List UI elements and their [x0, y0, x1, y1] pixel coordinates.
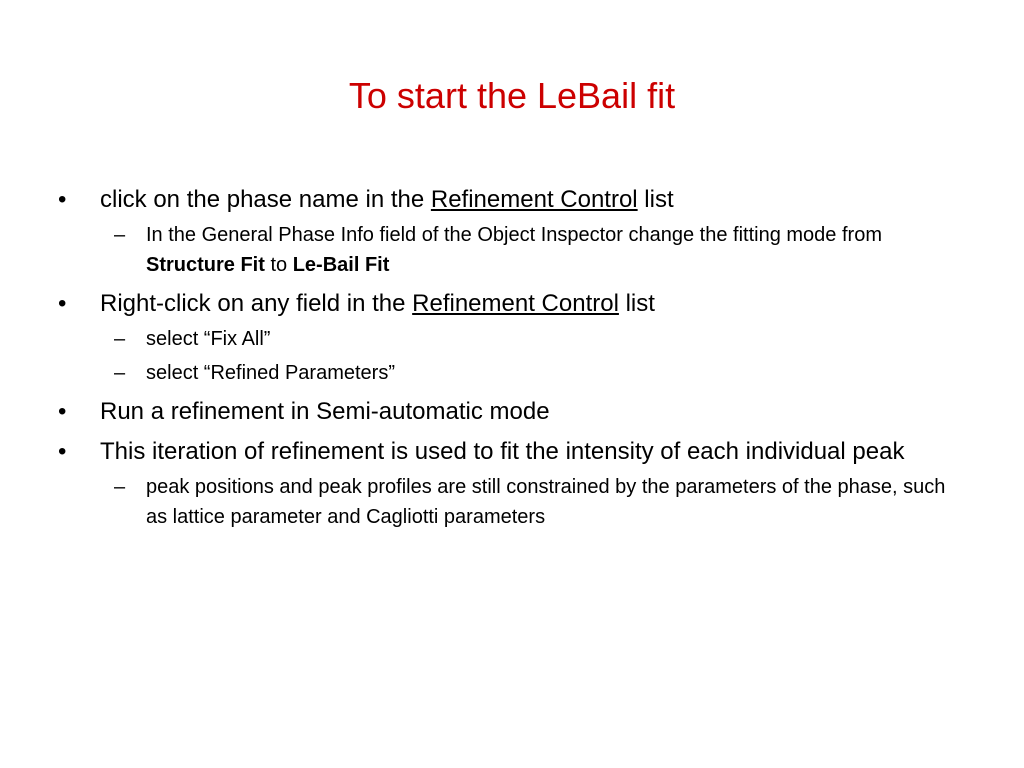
bullet-marker: • [58, 438, 67, 465]
dash-marker: – [114, 328, 126, 350]
sub-bullet-text: select “Fix All” [146, 328, 271, 350]
sub-bullet-text: In the General Phase Info field of the Object Inspector change the fitting mode from [146, 224, 882, 246]
sub-bullet-item [58, 220, 968, 280]
bullet-text: Right-click on any field in the [100, 290, 413, 317]
bullet-text: Run a refinement in Semi-automatic mode [100, 398, 550, 425]
dash-marker: – [114, 362, 126, 384]
bullet-text: list [637, 186, 674, 213]
bullet-marker: • [58, 290, 67, 317]
bullet-item [58, 184, 968, 216]
dash-marker: – [114, 224, 126, 246]
bullet-item [58, 396, 968, 428]
structure-fit-label: Structure Fit [146, 254, 265, 276]
bullet-marker: • [58, 186, 67, 213]
sub-bullet-text: to [264, 254, 293, 276]
bullet-text: This iteration of refinement is used to fit the intensity of each individual peak [100, 438, 905, 465]
bullet-item [58, 288, 968, 320]
refinement-control-link: Refinement Control [430, 186, 638, 213]
sub-bullet-text: peak positions and peak profiles are still constrained by the parameters of the phase, such as lattice parameter and Cagliotti parameters [146, 476, 946, 528]
sub-bullet-item [58, 472, 968, 532]
bullet-text: click on the phase name in the [100, 186, 431, 213]
sub-bullet-item [58, 358, 968, 388]
bullet-list [58, 184, 968, 540]
bullet-item [58, 436, 968, 468]
sub-bullet-item [58, 324, 968, 354]
sub-bullet-text: select “Refined Parameters” [146, 362, 395, 384]
slide-title: To start the LeBail fit [348, 75, 676, 116]
refinement-control-link: Refinement Control [412, 290, 619, 317]
le-bail-fit-label: Le-Bail Fit [292, 254, 390, 276]
bullet-marker: • [58, 398, 67, 425]
bullet-text: list [618, 290, 655, 317]
dash-marker: – [114, 476, 126, 498]
